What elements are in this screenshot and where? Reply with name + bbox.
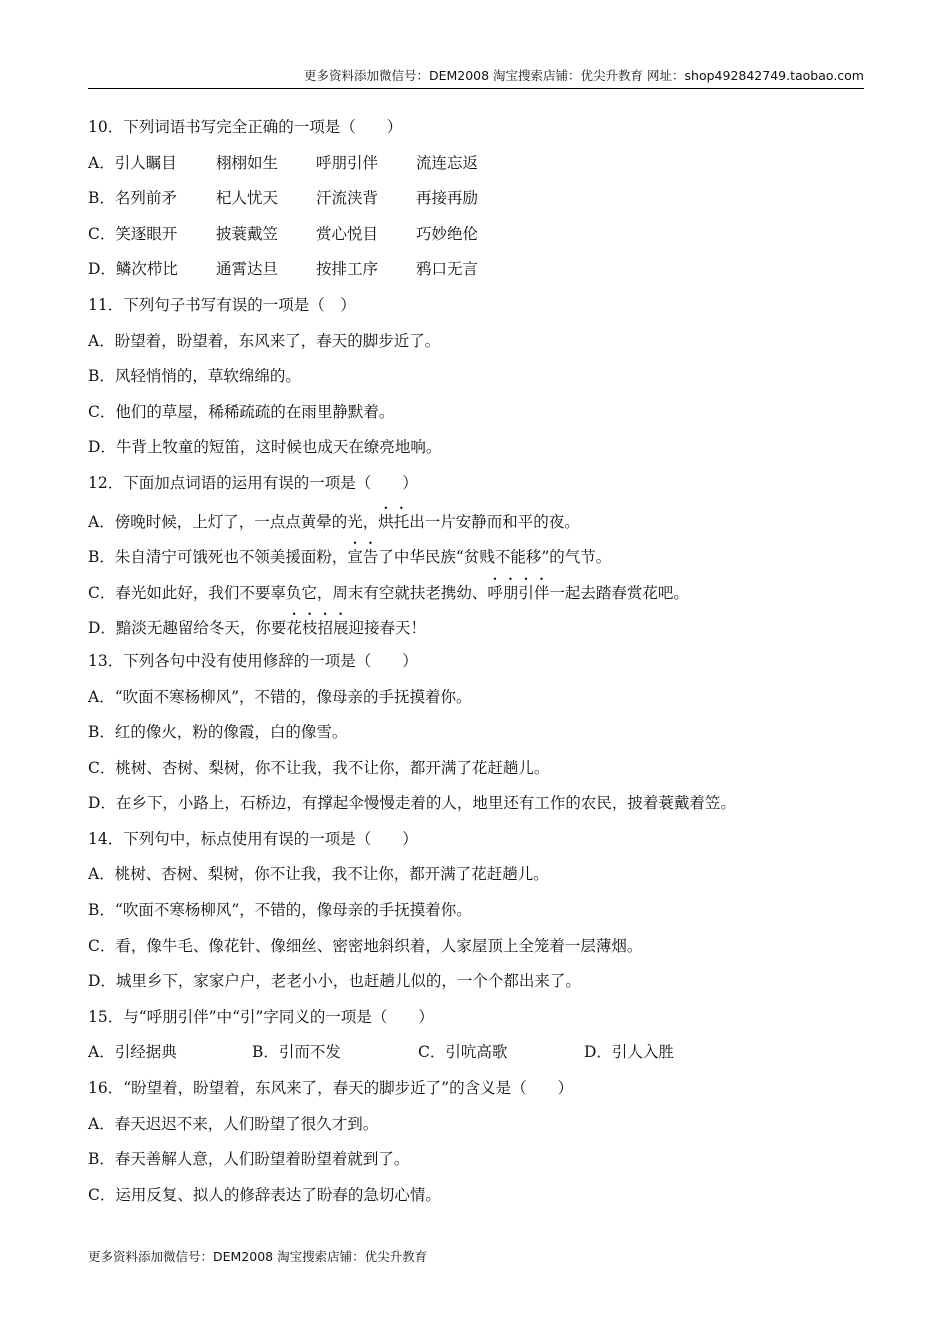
q15-option-d: D．引人入胜: [584, 1043, 674, 1062]
q11-option-c: C．他们的草屋，稀稀疏疏的在雨里静默着。: [88, 402, 395, 421]
q16-stem: 16．“盼望着，盼望着，东风来了，春天的脚步近了”的含义是（ ）: [88, 1079, 574, 1098]
q10-c-4: 巧妙绝伦: [416, 224, 479, 243]
q12-b-dotted-word: 宣告: [347, 548, 379, 567]
q12-b-pre: B．朱自清宁可饿死也不领美援面粉，: [88, 548, 348, 567]
q13-stem: 13．下列各句中没有使用修辞的一项是（ ）: [88, 651, 418, 670]
q10-b-3: 汗流浃背: [316, 189, 379, 208]
question-list: [88, 112, 868, 1215]
q10-option-d: [88, 254, 868, 290]
q10-a-2: 栩栩如生: [216, 153, 279, 172]
q11-option-a: A．盼望着，盼望着，东风来了，春天的脚步近了。: [88, 331, 441, 350]
q10-d-1: D．鳞次栉比: [88, 260, 178, 279]
q10-option-b: [88, 183, 868, 219]
q11-option-d: D．牛背上牧童的短笛，这时候也成天在缭亮地响。: [88, 438, 442, 457]
q13-option-a: A．“吹面不寒杨柳风”，不错的，像母亲的手抚摸着你。: [88, 687, 472, 706]
q10-d-4: 鸦口无言: [416, 260, 479, 279]
q10-c-2: 披蓑戴笠: [216, 224, 279, 243]
q15-option-a: A．引经据典: [88, 1043, 177, 1062]
q12-a-dotted-word: 烘托: [378, 512, 410, 531]
q10-option-c: [88, 219, 868, 255]
q10-d-2: 通霄达旦: [216, 260, 279, 279]
q12-option-d: [88, 610, 868, 646]
q10-c-3: 赏心悦目: [316, 224, 379, 243]
q12-option-c: [88, 575, 868, 611]
q12-c-pre: C．春光如此好，我们不要辜负它，周末有空就扶老携幼、: [88, 583, 488, 602]
q12-c-post: 一起去踏春赏花吧。: [549, 583, 689, 602]
q13-option-b: B．红的像火，粉的像霞，白的像雪。: [88, 723, 348, 742]
q10-b-2: 杞人忧天: [216, 189, 279, 208]
q16-option-b: B．春天善解人意，人们盼望着盼望着就到了。: [88, 1150, 410, 1169]
q12-option-b: [88, 539, 868, 575]
q14-option-c: C．看，像牛毛、像花针、像细丝、密密地斜织着，人家屋顶上全笼着一层薄烟。: [88, 936, 643, 955]
q14-option-a: A．桃树、杏树、梨树，你不让我，我不让你，都开满了花赶趟儿。: [88, 865, 549, 884]
q10-c-1: C．笑逐眼开: [88, 224, 178, 243]
q10-b-1: B．名列前矛: [88, 189, 177, 208]
q15-option-b: B．引而不发: [252, 1043, 341, 1062]
q12-option-a: [88, 504, 868, 540]
q10-option-a: [88, 148, 868, 184]
q12-d-post: 迎接春天！: [348, 619, 426, 638]
q12-b-post: 了中华民族“贫贱不能移”的气节。: [378, 548, 612, 567]
q12-d-dotted-word: 花枝招展: [286, 619, 349, 638]
q15-option-c: C．引吭高歌: [418, 1043, 508, 1062]
q10-a-4: 流连忘返: [416, 153, 479, 172]
q14-option-d: D．城里乡下，家家户户，老老小小，也赶趟儿似的，一个个都出来了。: [88, 972, 581, 991]
q13-option-d: D．在乡下，小路上，石桥边，有撑起伞慢慢走着的人，地里还有工作的农民，披着蓑戴着笠。: [88, 794, 736, 813]
q10-stem: 10．下列词语书写完全正确的一项是（ ）: [88, 118, 403, 136]
q15-stem: 15．与“呼朋引伴”中“引”字同义的一项是（ ）: [88, 1007, 434, 1026]
q15-options: [88, 1037, 868, 1073]
q12-a-pre: A．傍晚时候，上灯了，一点点黄晕的光，: [88, 512, 379, 531]
q16-option-a: A．春天迟迟不来，人们盼望了很久才到。: [88, 1114, 379, 1133]
q13-option-c: C．桃树、杏树、梨树，你不让我，我不让你，都开满了花赶趟儿。: [88, 758, 550, 777]
page-footer: 更多资料添加微信号：DEM2008 淘宝搜索店铺：优尖升教育: [88, 1249, 428, 1264]
q11-option-b: B．风轻悄悄的，草软绵绵的。: [88, 367, 301, 386]
q12-c-dotted-word: 呼朋引伴: [487, 583, 550, 602]
q12-d-pre: D．黯淡无趣留给冬天，你要: [88, 619, 287, 638]
page-header: 更多资料添加微信号：DEM2008 淘宝搜索店铺：优尖升教育 网址：shop492842749.taobao.com: [88, 66, 864, 89]
q10-b-4: 再接再励: [416, 189, 479, 208]
q12-a-post: 出一片安静而和平的夜。: [409, 512, 580, 531]
q10-d-3: 按排工序: [316, 260, 379, 279]
q12-stem: 12．下面加点词语的运用有误的一项是（ ）: [88, 473, 418, 492]
q16-option-c: C．运用反复、拟人的修辞表达了盼春的急切心情。: [88, 1185, 441, 1204]
q14-option-b: B．“吹面不寒杨柳风”，不错的，像母亲的手抚摸着你。: [88, 901, 472, 920]
q10-a-1: A．引人瞩目: [88, 153, 177, 172]
q14-stem: 14．下列句中，标点使用有误的一项是（ ）: [88, 829, 418, 848]
q10-a-3: 呼朋引伴: [316, 153, 379, 172]
q11-stem: 11．下列句子书写有误的一项是（ ）: [88, 295, 356, 314]
